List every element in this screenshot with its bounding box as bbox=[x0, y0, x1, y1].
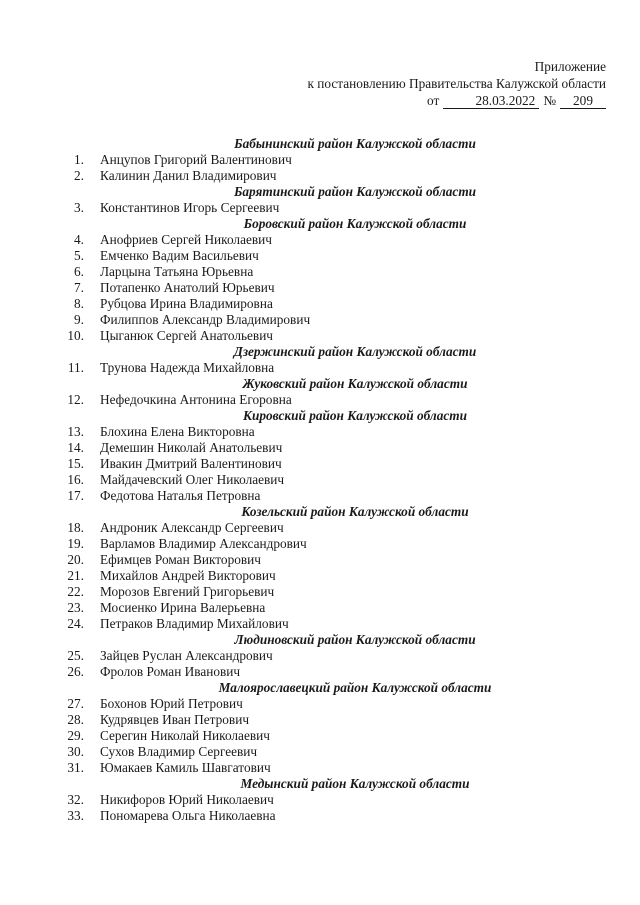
person-name: Федотова Наталья Петровна bbox=[100, 488, 261, 503]
resolution-date: 28.03.2022 bbox=[443, 93, 539, 109]
list-item bbox=[60, 248, 580, 264]
person-name: Кудрявцев Иван Петрович bbox=[100, 712, 250, 727]
person-name: Сухов Владимир Сергеевич bbox=[100, 744, 258, 759]
item-number: 12. bbox=[67, 392, 84, 407]
annex-label: Приложение bbox=[534, 59, 606, 74]
item-number: 3. bbox=[74, 200, 84, 215]
list-item bbox=[60, 168, 580, 184]
person-name: Потапенко Анатолий Юрьевич bbox=[100, 280, 275, 295]
person-name: Анцупов Григорий Валентинович bbox=[100, 152, 292, 167]
annex-header bbox=[307, 58, 606, 109]
item-number: 16. bbox=[67, 472, 84, 487]
person-name: Ивакин Дмитрий Валентинович bbox=[100, 456, 282, 471]
item-number: 14. bbox=[67, 440, 84, 455]
district-heading: Кировский район Калужской области bbox=[242, 408, 468, 423]
item-number: 2. bbox=[74, 168, 84, 183]
list-item bbox=[60, 312, 580, 328]
list-item bbox=[60, 520, 580, 536]
item-number: 9. bbox=[74, 312, 84, 327]
item-number: 20. bbox=[67, 552, 84, 567]
person-name: Ларцына Татьяна Юрьевна bbox=[100, 264, 254, 279]
annex-reference: к постановлению Правительства Калужской области bbox=[307, 76, 606, 91]
person-name: Калинин Данил Владимирович bbox=[100, 168, 277, 183]
district-heading: Людиновский район Калужской области bbox=[234, 632, 476, 647]
person-name: Никифоров Юрий Николаевич bbox=[100, 792, 274, 807]
item-number: 19. bbox=[67, 536, 84, 551]
district-heading: Козельский район Калужской области bbox=[241, 504, 469, 519]
resolution-date-line bbox=[307, 92, 606, 109]
person-name: Ефимцев Роман Викторович bbox=[100, 552, 261, 567]
list-item bbox=[60, 152, 580, 168]
item-number: 1. bbox=[74, 152, 84, 167]
list-item bbox=[60, 392, 580, 408]
district-heading: Боровский район Калужской области bbox=[243, 216, 467, 231]
item-number: 27. bbox=[67, 696, 84, 711]
list-item bbox=[60, 296, 580, 312]
person-name: Трунова Надежда Михайловна bbox=[100, 360, 275, 375]
item-number: 28. bbox=[67, 712, 84, 727]
list-item bbox=[60, 200, 580, 216]
item-number: 29. bbox=[67, 728, 84, 743]
list-item bbox=[60, 760, 580, 776]
item-number: 4. bbox=[74, 232, 84, 247]
person-name: Филиппов Александр Владимирович bbox=[100, 312, 311, 327]
person-name: Серегин Николай Николаевич bbox=[100, 728, 270, 743]
district-heading: Жуковский район Калужской области bbox=[242, 376, 468, 391]
item-number: 26. bbox=[67, 664, 84, 679]
list-item bbox=[60, 792, 580, 808]
number-sign: № bbox=[543, 93, 556, 108]
list-item bbox=[60, 664, 580, 680]
person-name: Бохонов Юрий Петрович bbox=[100, 696, 243, 711]
item-number: 25. bbox=[67, 648, 84, 663]
list-item bbox=[60, 648, 580, 664]
item-number: 17. bbox=[67, 488, 84, 503]
list-item bbox=[60, 232, 580, 248]
item-number: 11. bbox=[67, 360, 84, 375]
item-number: 15. bbox=[67, 456, 84, 471]
list-item bbox=[60, 536, 580, 552]
person-name: Зайцев Руслан Александрович bbox=[100, 648, 273, 663]
list-item bbox=[60, 712, 580, 728]
person-name: Цыганюк Сергей Анатольевич bbox=[100, 328, 273, 343]
list-item bbox=[60, 280, 580, 296]
list-item bbox=[60, 424, 580, 440]
person-name: Нефедочкина Антонина Егоровна bbox=[100, 392, 292, 407]
person-name: Морозов Евгений Григорьевич bbox=[100, 584, 275, 599]
list-item bbox=[60, 808, 580, 824]
district-heading: Дзержинский район Калужской области bbox=[233, 344, 477, 359]
item-number: 10. bbox=[67, 328, 84, 343]
item-number: 5. bbox=[74, 248, 84, 263]
list-item bbox=[60, 328, 580, 344]
item-number: 8. bbox=[74, 296, 84, 311]
item-number: 30. bbox=[67, 744, 84, 759]
person-name: Юмакаев Камиль Шавгатович bbox=[100, 760, 271, 775]
person-name: Демешин Николай Анатольевич bbox=[100, 440, 283, 455]
person-name: Блохина Елена Викторовна bbox=[100, 424, 255, 439]
person-name: Андроник Александр Сергеевич bbox=[100, 520, 284, 535]
list-item bbox=[60, 472, 580, 488]
item-number: 23. bbox=[67, 600, 84, 615]
date-prefix: от bbox=[427, 93, 440, 108]
district-heading: Барятинский район Калужской области bbox=[233, 184, 477, 199]
item-number: 7. bbox=[74, 280, 84, 295]
list-item bbox=[60, 440, 580, 456]
item-number: 32. bbox=[67, 792, 84, 807]
list-item bbox=[60, 744, 580, 760]
person-name: Пономарева Ольга Николаевна bbox=[100, 808, 276, 823]
list-item bbox=[60, 696, 580, 712]
person-name: Майдачевский Олег Николаевич bbox=[100, 472, 285, 487]
item-number: 21. bbox=[67, 568, 84, 583]
district-heading: Бабынинский район Калужской области bbox=[234, 136, 476, 151]
list-item bbox=[60, 264, 580, 280]
item-number: 24. bbox=[67, 616, 84, 631]
district-heading: Малоярославецкий район Калужской области bbox=[218, 680, 492, 695]
person-name: Мосиенко Ирина Валерьевна bbox=[100, 600, 266, 615]
district-heading: Медынский район Калужской области bbox=[240, 776, 470, 791]
person-name: Рубцова Ирина Владимировна bbox=[100, 296, 273, 311]
item-number: 31. bbox=[67, 760, 84, 775]
item-number: 6. bbox=[74, 264, 84, 279]
list-item bbox=[60, 728, 580, 744]
person-name: Михайлов Андрей Викторович bbox=[100, 568, 276, 583]
list-item bbox=[60, 488, 580, 504]
item-number: 22. bbox=[67, 584, 84, 599]
list-item bbox=[60, 456, 580, 472]
person-name: Емченко Вадим Васильевич bbox=[100, 248, 259, 263]
item-number: 33. bbox=[67, 808, 84, 823]
person-name: Петраков Владимир Михайлович bbox=[100, 616, 289, 631]
resolution-number: 209 bbox=[560, 93, 606, 109]
list-item bbox=[60, 552, 580, 568]
list-item bbox=[60, 360, 580, 376]
person-name: Варламов Владимир Александрович bbox=[100, 536, 307, 551]
item-number: 18. bbox=[67, 520, 84, 535]
person-name: Фролов Роман Иванович bbox=[100, 664, 241, 679]
list-item bbox=[60, 616, 580, 632]
person-name: Анофриев Сергей Николаевич bbox=[100, 232, 272, 247]
list-item bbox=[60, 584, 580, 600]
person-name: Константинов Игорь Сергеевич bbox=[100, 200, 280, 215]
district-list bbox=[60, 136, 580, 824]
list-item bbox=[60, 568, 580, 584]
item-number: 13. bbox=[67, 424, 84, 439]
list-item bbox=[60, 600, 580, 616]
